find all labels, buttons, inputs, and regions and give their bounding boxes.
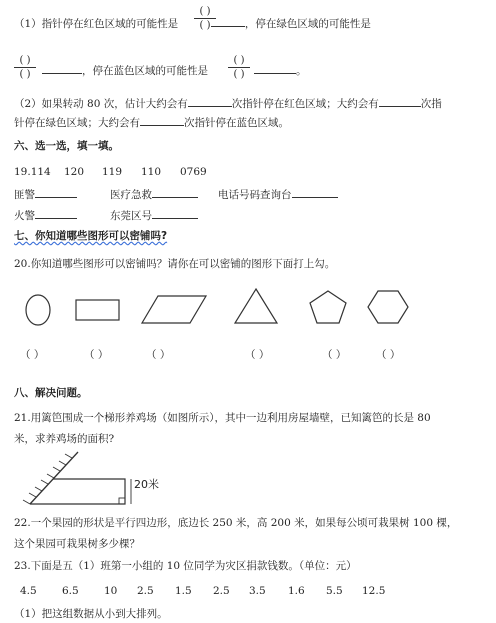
answer-blank[interactable] xyxy=(254,63,296,74)
fill-item xyxy=(110,208,198,223)
answer-blank[interactable] xyxy=(379,96,421,107)
answer-blank[interactable] xyxy=(152,187,198,198)
fill-item xyxy=(218,187,338,202)
triangle-shape xyxy=(235,289,277,323)
check-bracket[interactable]: （ ） xyxy=(84,349,109,361)
section-heading: 八、解决问题。 xyxy=(14,387,88,399)
number-option: 119 xyxy=(102,166,123,178)
fill-label: 火警 xyxy=(14,210,35,222)
q-prob-text: 次指针停在红色区域；大约会有 xyxy=(231,98,379,110)
shapes-figure xyxy=(0,285,496,335)
frac-denominator: ( ) xyxy=(199,20,211,31)
data-value: 2.5 xyxy=(213,585,230,597)
check-bracket[interactable]: （ ） xyxy=(20,349,45,361)
question-23: 23.下面是五（1）班第一小组的 10 位同学为灾区捐款钱数。（单位：元） xyxy=(14,560,357,572)
answer-blank[interactable] xyxy=(292,187,338,198)
check-bracket[interactable]: （ ） xyxy=(322,349,347,361)
frac-numerator: ( ) xyxy=(19,55,31,66)
data-value: 3.5 xyxy=(249,585,266,597)
blue-blank-line xyxy=(254,63,307,78)
q-prob-text: 针停在绿色区域；大约会有 xyxy=(14,117,140,129)
data-value: 4.5 xyxy=(20,585,37,597)
number-option: 19.114 xyxy=(14,166,51,178)
check-bracket[interactable]: （ ） xyxy=(146,349,171,361)
q-prob-text: 次指 xyxy=(420,98,442,110)
rectangle-shape xyxy=(76,300,119,320)
data-value: 10 xyxy=(104,585,118,597)
question-22-line1: 22.一个果园的形状是平行四边形，底边长 250 米，高 200 米，如果每公顷可栽果树 100 棵， xyxy=(14,517,458,529)
q-prob-p2-line1 xyxy=(14,96,442,111)
period: 。 xyxy=(296,65,307,77)
fill-label: 匪警 xyxy=(14,189,35,201)
fraction-blue[interactable] xyxy=(228,55,250,80)
q-prob-text: ，停在绿色区域的可能性是 xyxy=(244,18,371,30)
figure-label: 20米 xyxy=(134,478,159,491)
fill-label: 医疗急救 xyxy=(110,189,152,201)
parallelogram-shape xyxy=(142,296,206,323)
frac-denominator: ( ) xyxy=(19,69,31,80)
q-prob-text: 次指针停在蓝色区域。 xyxy=(184,117,289,129)
q-prob-text: ，停在蓝色区域的可能性是 xyxy=(82,65,208,77)
section-heading-text: 七、你知道哪些图形可以密铺吗? xyxy=(14,230,168,242)
data-value: 6.5 xyxy=(62,585,79,597)
q-prob-text: （1）指针停在红色区域的可能性是 xyxy=(14,18,179,30)
fill-label: 电话号码查询台 xyxy=(218,189,292,201)
q-prob-text: （2）如果转动 80 次，估计大约会有 xyxy=(14,98,188,110)
data-value: 1.5 xyxy=(175,585,192,597)
answer-blank[interactable] xyxy=(140,115,184,126)
frac-numerator: ( ) xyxy=(199,6,211,17)
question-22-line2: 这个果园可栽果树多少棵？ xyxy=(14,538,140,550)
answer-blank[interactable] xyxy=(35,187,77,198)
question-21-line2: 米，求养鸡场的面积? xyxy=(14,433,115,445)
question-20: 20.你知道哪些图形可以密铺吗？请你在可以密铺的图形下面打上勾。 xyxy=(14,258,336,270)
answer-blank[interactable] xyxy=(42,63,82,74)
answer-blank[interactable] xyxy=(188,96,232,107)
fraction-green[interactable] xyxy=(14,55,36,80)
section-heading xyxy=(14,229,167,243)
number-option: 120 xyxy=(64,166,85,178)
fill-item xyxy=(110,187,198,202)
answer-blank[interactable] xyxy=(35,208,77,219)
question-21-line1: 21.用篱笆围成一个梯形养鸡场（如图所示），其中一边利用房屋墙壁，已知篱笆的长是 80 xyxy=(14,412,431,424)
number-option: 0769 xyxy=(180,166,207,178)
data-value: 2.5 xyxy=(137,585,154,597)
hexagon-shape xyxy=(368,291,408,323)
number-option: 110 xyxy=(141,166,162,178)
q-prob-line2 xyxy=(42,63,208,78)
ellipse-shape xyxy=(26,295,50,325)
data-value: 1.6 xyxy=(288,585,305,597)
data-value: 5.5 xyxy=(326,585,343,597)
q-prob-line1 xyxy=(14,16,371,31)
data-value: 12.5 xyxy=(362,585,386,597)
question-23-sub1: （1）把这组数据从小到大排列。 xyxy=(14,608,168,620)
fill-item xyxy=(14,208,77,223)
fill-item xyxy=(14,187,77,202)
frac-numerator: ( ) xyxy=(233,55,245,66)
fraction-red[interactable] xyxy=(194,6,216,31)
fill-label: 东莞区号 xyxy=(110,210,152,222)
section-heading: 六、选一选，填一填。 xyxy=(14,140,119,152)
check-bracket[interactable]: （ ） xyxy=(245,349,270,361)
pentagon-shape xyxy=(310,291,346,323)
answer-blank[interactable] xyxy=(152,208,198,219)
q-prob-p2-line2 xyxy=(14,115,289,130)
frac-denominator: ( ) xyxy=(233,69,245,80)
check-bracket[interactable]: （ ） xyxy=(376,349,401,361)
